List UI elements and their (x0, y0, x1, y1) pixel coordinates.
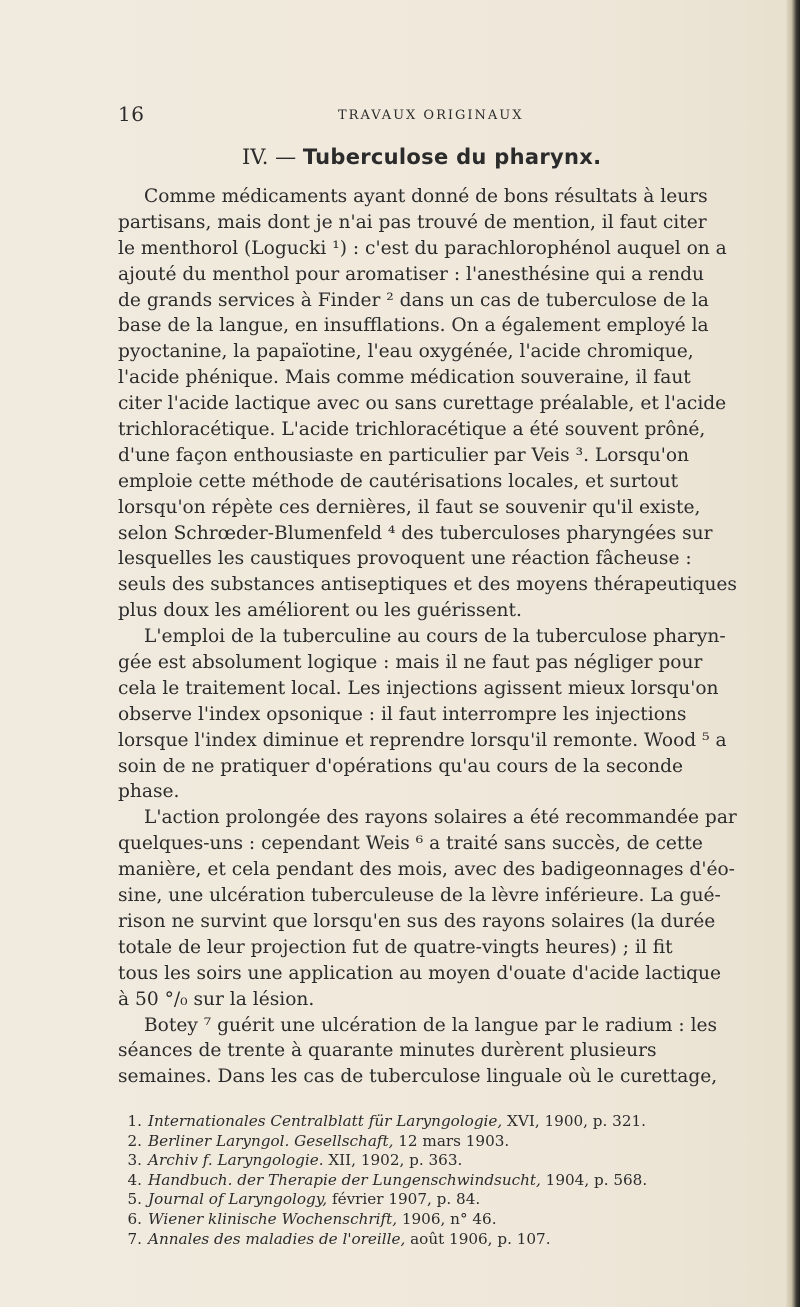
text-line: base de la langue, en insufflations. On a également employé la (118, 315, 709, 337)
footnotes (118, 1112, 758, 1249)
text-line: totale de leur projection fut de quatre-vingts heures) ; il fit (118, 936, 673, 958)
footnote-reference: 1904, p. 568. (540, 1170, 648, 1189)
text-line: à 50 °/₀ sur la lésion. (118, 988, 315, 1010)
footnote (118, 1190, 758, 1210)
text-line: L'action prolongée des rayons solaires a été recommandée par (144, 807, 737, 829)
page-number: 16 (118, 102, 145, 126)
footnote-source-title: Journal of Laryngology, (148, 1190, 328, 1209)
text-line: ajouté du menthol pour aromatiser : l'anesthésine qui a rendu (118, 263, 704, 285)
text-line: gée est absolument logique : mais il ne faut pas négliger pour (118, 652, 703, 674)
body-text (118, 184, 783, 1090)
text-line: tous les soirs une application au moyen d'ouate d'acide lactique (118, 962, 722, 984)
text-line: citer l'acide lactique avec ou sans curettage préalable, et l'acide (118, 393, 727, 415)
text-line: manière, et cela pendant des mois, avec des badigeonnages d'éo- (118, 859, 735, 881)
text-line: sine, une ulcération tuberculeuse de la lèvre inférieure. La gué- (118, 885, 721, 907)
footnote (118, 1132, 758, 1152)
text-line: Comme médicaments ayant donné de bons résultats à leurs (144, 186, 708, 207)
text-line: semaines. Dans les cas de tuberculose linguale où le curettage, (118, 1066, 718, 1088)
footnote (118, 1151, 758, 1171)
text-line: phase. (118, 781, 180, 803)
footnote-source-title: Internationales Centralblatt für Laryngologie, (148, 1112, 503, 1130)
text-line: lesquelles les caustiques provoquent une réaction fâcheuse : (118, 548, 692, 570)
text-line: soin de ne pratiquer d'opérations qu'au cours de la seconde (118, 755, 684, 777)
text-line: quelques-uns : cependant Weis ⁶ a traité sans succès, de cette (118, 833, 703, 855)
footnote (118, 1210, 758, 1230)
footnote-source-title: Berliner Laryngol. Gesellschaft, (148, 1131, 394, 1150)
text-line: lorsqu'on répète ces dernières, il faut se souvenir qu'il existe, (118, 496, 701, 518)
footnote-source-title: Wiener klinische Wochenschrift, (148, 1209, 398, 1228)
section-heading (242, 145, 662, 169)
text-line: seuls des substances antiseptiques et des moyens thérapeutiques (118, 574, 737, 596)
text-line: selon Schrœder-Blumenfeld ⁴ des tuberculoses pharyngées sur (118, 522, 713, 544)
text-line: lorsque l'index diminue et reprendre lorsqu'il remonte. Wood ⁵ a (118, 729, 727, 751)
footnote-source-title: Handbuch. der Therapie der Lungenschwindsucht, (148, 1170, 541, 1189)
footnote-number: 2. (127, 1131, 142, 1150)
footnote (118, 1230, 758, 1250)
footnote-number: 6. (127, 1209, 142, 1228)
footnote-source-title: Archiv f. Laryngologie. (148, 1151, 324, 1170)
footnote-reference: XII, 1902, p. 363. (323, 1151, 463, 1170)
text-line: rison ne survint que lorsqu'en sus des rayons solaires (la durée (118, 910, 716, 932)
footnote-reference: XVI, 1900, p. 321. (502, 1112, 646, 1130)
text-line: le menthorol (Logucki ¹) : c'est du parachlorophénol auquel on a (118, 237, 727, 259)
footnote-number: 1. (127, 1112, 142, 1130)
text-line: emploie cette méthode de cautérisations locales, et surtout (118, 470, 679, 492)
running-title: TRAVAUX ORIGINAUX (338, 108, 524, 123)
footnote (118, 1171, 758, 1191)
text-line: cela le traitement local. Les injections agissent mieux lorsqu'on (118, 677, 719, 699)
footnote-number: 4. (127, 1170, 142, 1189)
section-number: IV. — (242, 145, 297, 169)
text-line: Botey ⁷ guérit une ulcération de la langue par le radium : les (144, 1014, 718, 1036)
text-line: partisans, mais dont je n'ai pas trouvé de mention, il faut citer (118, 211, 707, 233)
text-line: plus doux les améliorent ou les guérissent. (118, 600, 522, 622)
page-header (118, 102, 758, 130)
footnote-reference: août 1906, p. 107. (405, 1229, 551, 1248)
text-line: observe l'index opsonique : il faut interrompre les injections (118, 703, 687, 725)
footnote-reference: 1906, n° 46. (397, 1209, 497, 1228)
footnote-source-title: Annales des maladies de l'oreille, (148, 1229, 406, 1248)
footnote-number: 3. (127, 1151, 142, 1170)
text-line: de grands services à Finder ² dans un cas de tuberculose de la (118, 289, 709, 311)
section-title: Tuberculose du pharynx. (302, 145, 602, 169)
footnote-number: 5. (127, 1190, 142, 1209)
text-line: d'une façon enthousiaste en particulier par Veis ³. Lorsqu'on (118, 444, 690, 466)
footnote (118, 1112, 758, 1132)
text-line: trichloracétique. L'acide trichloracétique a été souvent prôné, (118, 419, 706, 441)
text-line: l'acide phénique. Mais comme médication souveraine, il faut (118, 367, 691, 389)
footnote-number: 7. (127, 1229, 142, 1248)
footnote-reference: février 1907, p. 84. (327, 1190, 481, 1209)
page-edge-shadow (786, 0, 800, 1307)
text-line: pyoctanine, la papaïotine, l'eau oxygénée, l'acide chromique, (118, 341, 694, 363)
text-line: L'emploi de la tuberculine au cours de la tuberculose pharyn- (144, 626, 726, 648)
footnote-reference: 12 mars 1903. (393, 1131, 510, 1150)
text-line: séances de trente à quarante minutes durèrent plusieurs (118, 1040, 657, 1062)
